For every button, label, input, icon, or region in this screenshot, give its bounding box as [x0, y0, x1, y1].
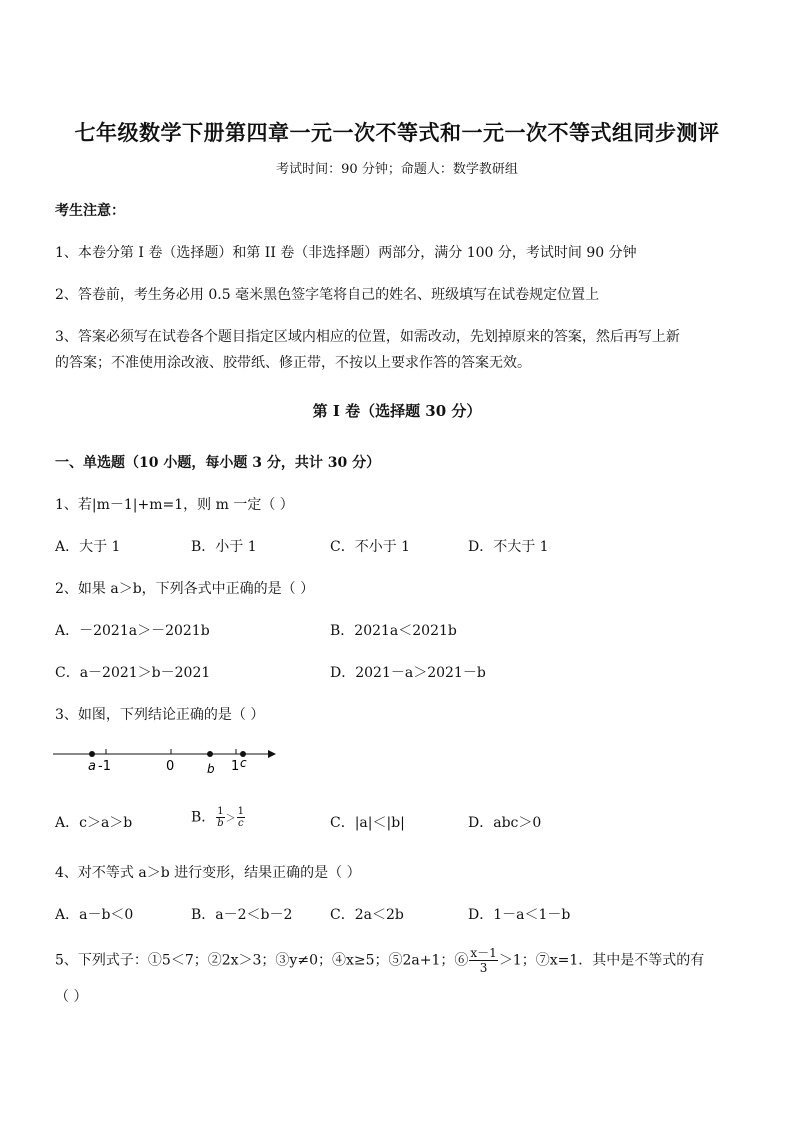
q4-option-b: B．a－2＜b－2 — [191, 907, 293, 923]
q1-stem: 1、若|m－1|+m=1，则 m 一定（ ） — [55, 497, 294, 513]
q3-option-d: D．abc＞0 — [468, 815, 542, 831]
frac-numerator: 1 — [217, 806, 224, 817]
notice-item-2: 2、答卷前，考生务必用 0.5 毫米黑色签字笔将自己的姓名、班级填写在试卷规定位置上 — [55, 287, 600, 303]
notice-item-3-line-2: 的答案；不准使用涂改液、胶带纸、修正带，不按以上要求作答的答案无效。 — [55, 355, 531, 371]
frac-numerator: 1 — [237, 806, 245, 817]
q2-option-d: D．2021－a＞2021－b — [330, 665, 486, 681]
frac-denominator: 3 — [479, 961, 488, 975]
q4-option-c: C．2a＜2b — [330, 907, 404, 923]
q2-option-a: A．－2021a＞－2021b — [55, 623, 210, 639]
notice-item-1: 1、本卷分第 I 卷（选择题）和第 II 卷（非选择题）两部分，满分 100 分，考试时间 90 分钟 — [55, 245, 637, 261]
q2-stem: 2、如果 a＞b，下列各式中正确的是（ ） — [55, 581, 315, 597]
q5-stem-part-1: 5、下列式子：①5＜7；②2x＞3；③y≠0；④x≥5；⑤2a+1；⑥ — [55, 952, 469, 969]
q2-option-c: C．a－2021＞b－2021 — [55, 665, 211, 681]
section-title: 第 I 卷（选择题 30 分） — [312, 402, 482, 420]
q1-option-a: A．大于 1 — [55, 539, 121, 555]
point-b — [207, 751, 213, 757]
notice-item-3-line-1: 3、答案必须写在试卷各个题目指定区域内相应的位置，如需改动，先划掉原来的答案，然后再写上新 — [55, 329, 680, 345]
notice-heading: 考生注意： — [55, 203, 125, 219]
q5-stem-line-1 — [55, 946, 704, 975]
frac-denominator: c — [238, 818, 244, 829]
frac-numerator: x－1 — [470, 946, 497, 960]
exam-info: 考试时间：90 分钟；命题人：数学教研组 — [276, 162, 518, 177]
q4-option-a: A．a－b＜0 — [55, 907, 134, 923]
q5-stem-line-2: （ ） — [55, 989, 88, 1005]
fraction-1-over-b — [216, 806, 224, 829]
label-minus-1: -1 — [98, 759, 111, 774]
label-1: 1 — [231, 759, 240, 774]
q3-option-c: C．|a|＜|b| — [330, 815, 405, 831]
q3-option-b-prefix: B． — [191, 809, 216, 826]
fraction-x-minus-1-over-3 — [469, 946, 497, 975]
q2-option-b: B．2021a＜2021b — [330, 623, 457, 639]
q3-stem: 3、如图，下列结论正确的是（ ） — [55, 707, 265, 723]
q4-stem: 4、对不等式 a＞b 进行变形，结果正确的是（ ） — [55, 865, 361, 881]
q3-option-b — [191, 806, 246, 829]
label-0: 0 — [166, 759, 175, 774]
label-a: a — [88, 759, 96, 774]
q3-option-a: A．c＞a＞b — [55, 815, 133, 831]
page-title: 七年级数学下册第四章一元一次不等式和一元一次不等式组同步测评 — [74, 120, 720, 145]
q4-option-d: D．1－a＜1－b — [468, 907, 571, 923]
frac-denominator: b — [217, 818, 224, 829]
number-line-figure — [50, 740, 290, 780]
q1-option-d: D．不大于 1 — [468, 539, 549, 555]
fraction-1-over-c — [237, 806, 245, 829]
part1-heading: 一、单选题（10 小题，每小题 3 分，共计 30 分） — [55, 455, 381, 471]
q1-option-c: C．不小于 1 — [330, 539, 411, 555]
number-line-arrow — [268, 750, 276, 758]
point-a — [89, 751, 95, 757]
q1-option-b: B．小于 1 — [191, 539, 257, 555]
label-c: c — [240, 756, 247, 770]
q5-stem-part-2: ＞1；⑦x=1．其中是不等式的有 — [498, 952, 705, 969]
label-b: b — [207, 762, 215, 776]
q3-option-b-operator: ＞ — [225, 813, 236, 825]
